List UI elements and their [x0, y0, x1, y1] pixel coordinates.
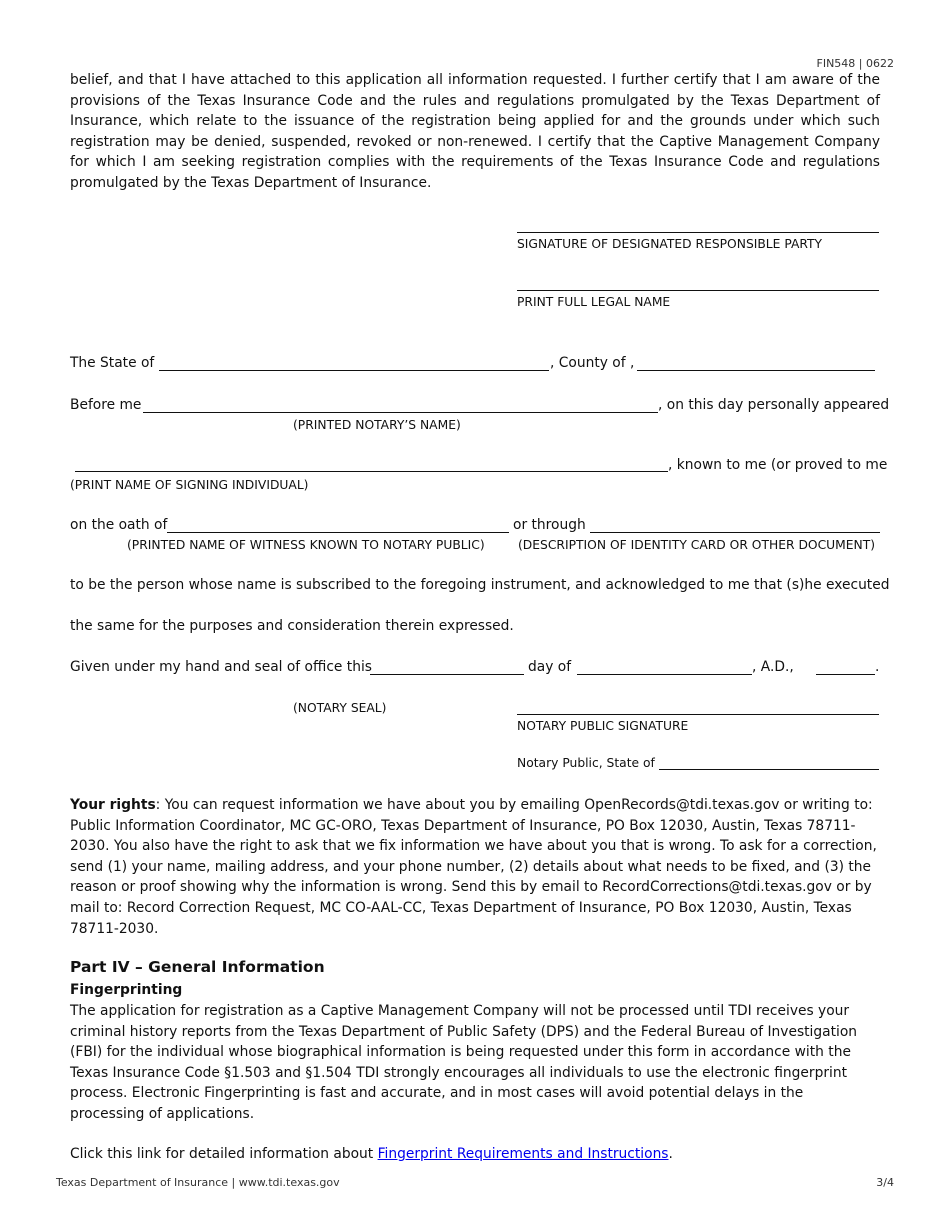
- oath-of-label: on the oath of: [70, 517, 168, 533]
- purposes-text: the same for the purposes and consideration therein expressed.: [70, 618, 514, 634]
- link-sentence: [70, 1146, 673, 1162]
- day-field[interactable]: [370, 674, 524, 675]
- part-iv-heading: Part IV – General Information: [70, 958, 325, 976]
- page-number: 3/4: [876, 1176, 894, 1189]
- print-name-line: [517, 290, 879, 291]
- state-field[interactable]: [159, 370, 549, 371]
- link-suffix: .: [668, 1146, 673, 1162]
- notary-name-field[interactable]: [143, 412, 658, 413]
- period: .: [875, 659, 880, 675]
- your-rights-text: : You can request information we have about you by emailing OpenRecords@tdi.texas.gov or writing to: Public Information Coordinator, MC GC-ORO, Texas Department of Insurance, PO Box 12030, Austin, Texas 78711-2030. You also have the right to ask that we fix information we have about you that is wrong. To ask for a correction, send (1) your name, mailing address, and your phone number, (2) details about what needs to be fixed, and (3) the reason or proof showing why the information is wrong. Send this by email to RecordCorrections@tdi.texas.gov or by mail to: Record Correction Request, MC CO-AAL-CC, Texas Department of Insurance, PO Box 12030, Austin, Texas 78711-2030.: [70, 797, 877, 937]
- day-of-label: day of: [528, 659, 572, 675]
- print-name-label: PRINT FULL LEGAL NAME: [517, 295, 671, 309]
- personally-appeared-label: , on this day personally appeared: [658, 397, 890, 413]
- notary-state-label: Notary Public, State of: [517, 756, 655, 770]
- fingerprinting-subheading: Fingerprinting: [70, 982, 183, 998]
- your-rights-paragraph: [70, 795, 890, 939]
- notary-signature-line[interactable]: [517, 714, 879, 715]
- given-under-label: Given under my hand and seal of office this: [70, 659, 372, 675]
- witness-label: (PRINTED NAME OF WITNESS KNOWN TO NOTARY PUBLIC): [127, 538, 485, 552]
- notary-seal-label: (NOTARY SEAL): [293, 701, 387, 715]
- id-document-field[interactable]: [590, 532, 880, 533]
- print-signing-individual-label: (PRINT NAME OF SIGNING INDIVIDUAL): [70, 478, 309, 492]
- signature-line: [517, 232, 879, 233]
- known-to-me-label: , known to me (or proved to me: [668, 457, 888, 473]
- signature-label: SIGNATURE OF DESIGNATED RESPONSIBLE PARTY: [517, 237, 823, 251]
- state-of-label: The State of: [70, 355, 155, 371]
- footer-agency: Texas Department of Insurance | www.tdi.texas.gov: [56, 1176, 340, 1189]
- fingerprinting-paragraph: The application for registration as a Captive Management Company will not be processed until TDI receives your criminal history reports from the Texas Department of Public Safety (DPS) and the Federal Bureau of Investigation (FBI) for the individual whose biographical information is being requested under this form in accordance with the Texas Insurance Code §1.503 and §1.504 TDI strongly encourages all individuals to use the electronic fingerprint process. Electronic Fingerprinting is fast and accurate, and in most cases will avoid potential delays in the processing of applications.: [70, 1003, 858, 1122]
- printed-notary-name-label: (PRINTED NOTARY’S NAME): [293, 418, 461, 432]
- notary-signature-label: NOTARY PUBLIC SIGNATURE: [517, 719, 689, 733]
- notary-state-field[interactable]: [659, 769, 879, 770]
- link-prefix: Click this link for detailed information about: [70, 1146, 378, 1162]
- signing-individual-field[interactable]: [75, 471, 668, 472]
- county-of-label: , County of ,: [550, 355, 635, 371]
- subscribed-text: to be the person whose name is subscribed to the foregoing instrument, and acknowledged to me that (s)he executed: [70, 577, 890, 593]
- id-card-label: (DESCRIPTION OF IDENTITY CARD OR OTHER DOCUMENT): [518, 538, 876, 552]
- county-field[interactable]: [637, 370, 875, 371]
- form-id: FIN548 | 0622: [816, 57, 894, 70]
- ad-label: , A.D.,: [752, 659, 794, 675]
- before-me-label: Before me: [70, 397, 142, 413]
- month-field[interactable]: [577, 674, 752, 675]
- fingerprint-requirements-link[interactable]: Fingerprint Requirements and Instructions: [377, 1146, 669, 1162]
- year-field[interactable]: [816, 674, 875, 675]
- or-through-label: or through: [513, 517, 586, 533]
- your-rights-label: Your rights: [70, 797, 156, 813]
- certification-paragraph: belief, and that I have attached to this application all information requested. I further certify that I am aware of the provisions of the Texas Insurance Code and the rules and regulations promulgated by the Texas Department of Insurance, which relate to the issuance of the registration being applied for and the grounds under which such registration may be denied, suspended, revoked or non-renewed. I certify that the Captive Management Company for which I am seeking registration complies with the requirements of the Texas Insurance Code and regulations promulgated by the Texas Department of Insurance.: [70, 72, 880, 191]
- witness-field[interactable]: [167, 532, 509, 533]
